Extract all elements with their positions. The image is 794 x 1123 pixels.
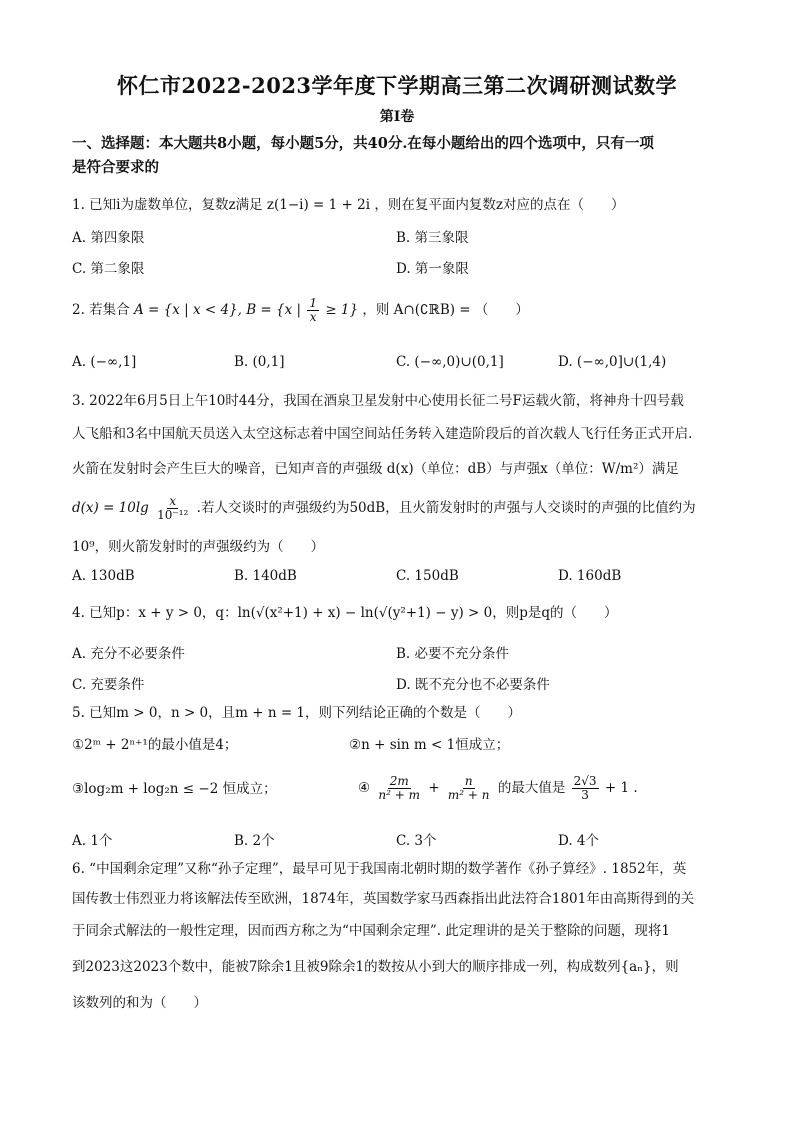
- q5-fraction-2: [446, 775, 492, 802]
- question-5-stem: 5. 已知m > 0，n > 0，且m + n = 1，则下列结论正确的个数是（ ）: [72, 705, 522, 721]
- q2-option-a: A. (−∞,1]: [72, 354, 137, 370]
- q2-set-a: A = {x | x < 4}, B = {x |: [133, 302, 302, 318]
- q3-option-a: A. 130dB: [72, 568, 135, 584]
- question-4-stem: 4. 已知p：x + y > 0，q：ln(√(x²+1) + x) − ln(√(y²+1) − y) > 0，则p是q的（ ）: [72, 605, 618, 621]
- question-1-stem: 1. 已知i为虚数单位，复数z满足 z(1−i) = 1 + 2i ，则在复平面内复数z对应的点在（ ）: [72, 197, 625, 213]
- q2-stem-post: ，则 A∩(∁ℝB) = （ ）: [362, 302, 529, 318]
- q2-set-b-tail: ≥ 1}: [325, 302, 359, 318]
- q1-option-b: B. 第三象限: [396, 230, 469, 246]
- q5-s4-mid: 的最大值是: [497, 780, 566, 796]
- q2-fraction: [307, 297, 319, 324]
- q6-line-4: 到2023这2023个数中，能被7除余1且被9除余1的数按从小到大的顺序排成一列，构成数列{aₙ}，则: [72, 959, 679, 975]
- q2-option-b: B. (0,1]: [234, 354, 285, 370]
- q3-option-b: B. 140dB: [234, 568, 297, 584]
- q3-line-2: 人飞船和3名中国航天员送入太空这标志着中国空间站任务转入建造阶段后的首次载人飞行任务正式开启.: [72, 426, 693, 442]
- q5-fraction-3: [572, 775, 599, 802]
- q5-option-b: B. 2个: [234, 833, 275, 849]
- q4-option-a: A. 充分不必要条件: [72, 646, 185, 662]
- q1-option-c: C. 第二象限: [72, 261, 145, 277]
- q3-line-4: [72, 494, 696, 522]
- q3-line-3: 火箭在发射时会产生巨大的噪音，已知声音的声强级 d(x)（单位：dB）与声强x（单位：W/m²）满足: [72, 461, 679, 477]
- q5-s4-post: + 1 .: [604, 780, 638, 796]
- q3-line-1: 3. 2022年6月5日上午10时44分，我国在酒泉卫星发射中心使用长征二号F运载火箭，将神舟十四号载: [72, 393, 684, 409]
- volume-label: 第I卷: [379, 109, 415, 125]
- q3-option-c: C. 150dB: [396, 568, 459, 584]
- q5-option-a: A. 1个: [72, 833, 113, 849]
- q3-frac-den: 10⁻¹²: [157, 508, 189, 522]
- q5-f2-den: m² + n: [447, 788, 490, 802]
- q3-fraction: [155, 495, 190, 522]
- section-heading-line2: 是符合要求的: [72, 159, 159, 176]
- q5-statement-4: [358, 768, 638, 808]
- q2-option-c: C. (−∞,0)∪(0,1]: [396, 354, 504, 370]
- q3-formula-pre: d(x) = 10lg: [72, 500, 149, 516]
- q6-line-5: 该数列的和为（ ）: [72, 995, 207, 1011]
- q3-option-d: D. 160dB: [558, 568, 622, 584]
- q5-statement-3: ③log₂m + log₂n ≤ −2 恒成立；: [72, 781, 277, 797]
- q5-fraction-1: [376, 775, 422, 802]
- q1-option-a: A. 第四象限: [72, 230, 145, 246]
- q3-formula-post: .若人交谈时的声强级约为50dB，且火箭发射时的声强与人交谈时的声强的比值约为: [196, 500, 696, 516]
- section-heading-line1: 一、选择题：本大题共8小题，每小题5分，共40分.在每小题给出的四个选项中，只有一项: [72, 135, 654, 152]
- q6-line-2: 国传教士伟烈亚力将该解法传至欧洲，1874年，英国数学家马西森指出此法符合1801年由高斯得到的关: [72, 891, 695, 907]
- q5-statement-1: ①2ᵐ + 2ⁿ⁺¹的最小值是4；: [72, 737, 238, 753]
- q5-f3-num: 2√3: [573, 774, 597, 788]
- q3-frac-num: x: [169, 494, 177, 508]
- page-title: 怀仁市2022-2023学年度下学期高三第二次调研测试数学: [116, 73, 678, 98]
- q5-f3-den: 3: [581, 788, 589, 802]
- q3-line-5: 10⁹，则火箭发射时的声强级约为（ ）: [72, 539, 325, 555]
- q2-option-d: D. (−∞,0]∪(1,4): [558, 354, 667, 370]
- q4-option-c: C. 充要条件: [72, 677, 145, 693]
- q4-option-d: D. 既不充分也不必要条件: [396, 677, 550, 693]
- q2-frac-num: 1: [309, 296, 318, 310]
- q4-option-b: B. 必要不充分条件: [396, 646, 510, 662]
- q2-stem-pre: 2. 若集合: [72, 302, 130, 318]
- q6-line-1: 6. “中国剩余定理”又称“孙子定理”，最早可见于我国南北朝时期的数学著作《孙子算经》. 1852年，英: [72, 861, 687, 877]
- q2-frac-den: x: [309, 310, 317, 324]
- q5-s4-pre: ④: [358, 780, 371, 796]
- q6-line-3: 于同余式解法的一般性定理，因而西方称之为“中国剩余定理”. 此定理讲的是关于整除的问题，现将1: [72, 923, 670, 939]
- q5-f1-den: n² + m: [378, 788, 421, 802]
- q5-f1-num: 2m: [389, 774, 409, 788]
- q5-f2-num: n: [464, 774, 473, 788]
- question-2-stem: [72, 296, 529, 324]
- q5-option-d: D. 4个: [558, 833, 600, 849]
- q5-option-c: C. 3个: [396, 833, 437, 849]
- q1-option-d: D. 第一象限: [396, 261, 469, 277]
- q5-s4-plus: +: [428, 780, 440, 796]
- q5-statement-2: ②n + sin m < 1恒成立；: [349, 737, 510, 753]
